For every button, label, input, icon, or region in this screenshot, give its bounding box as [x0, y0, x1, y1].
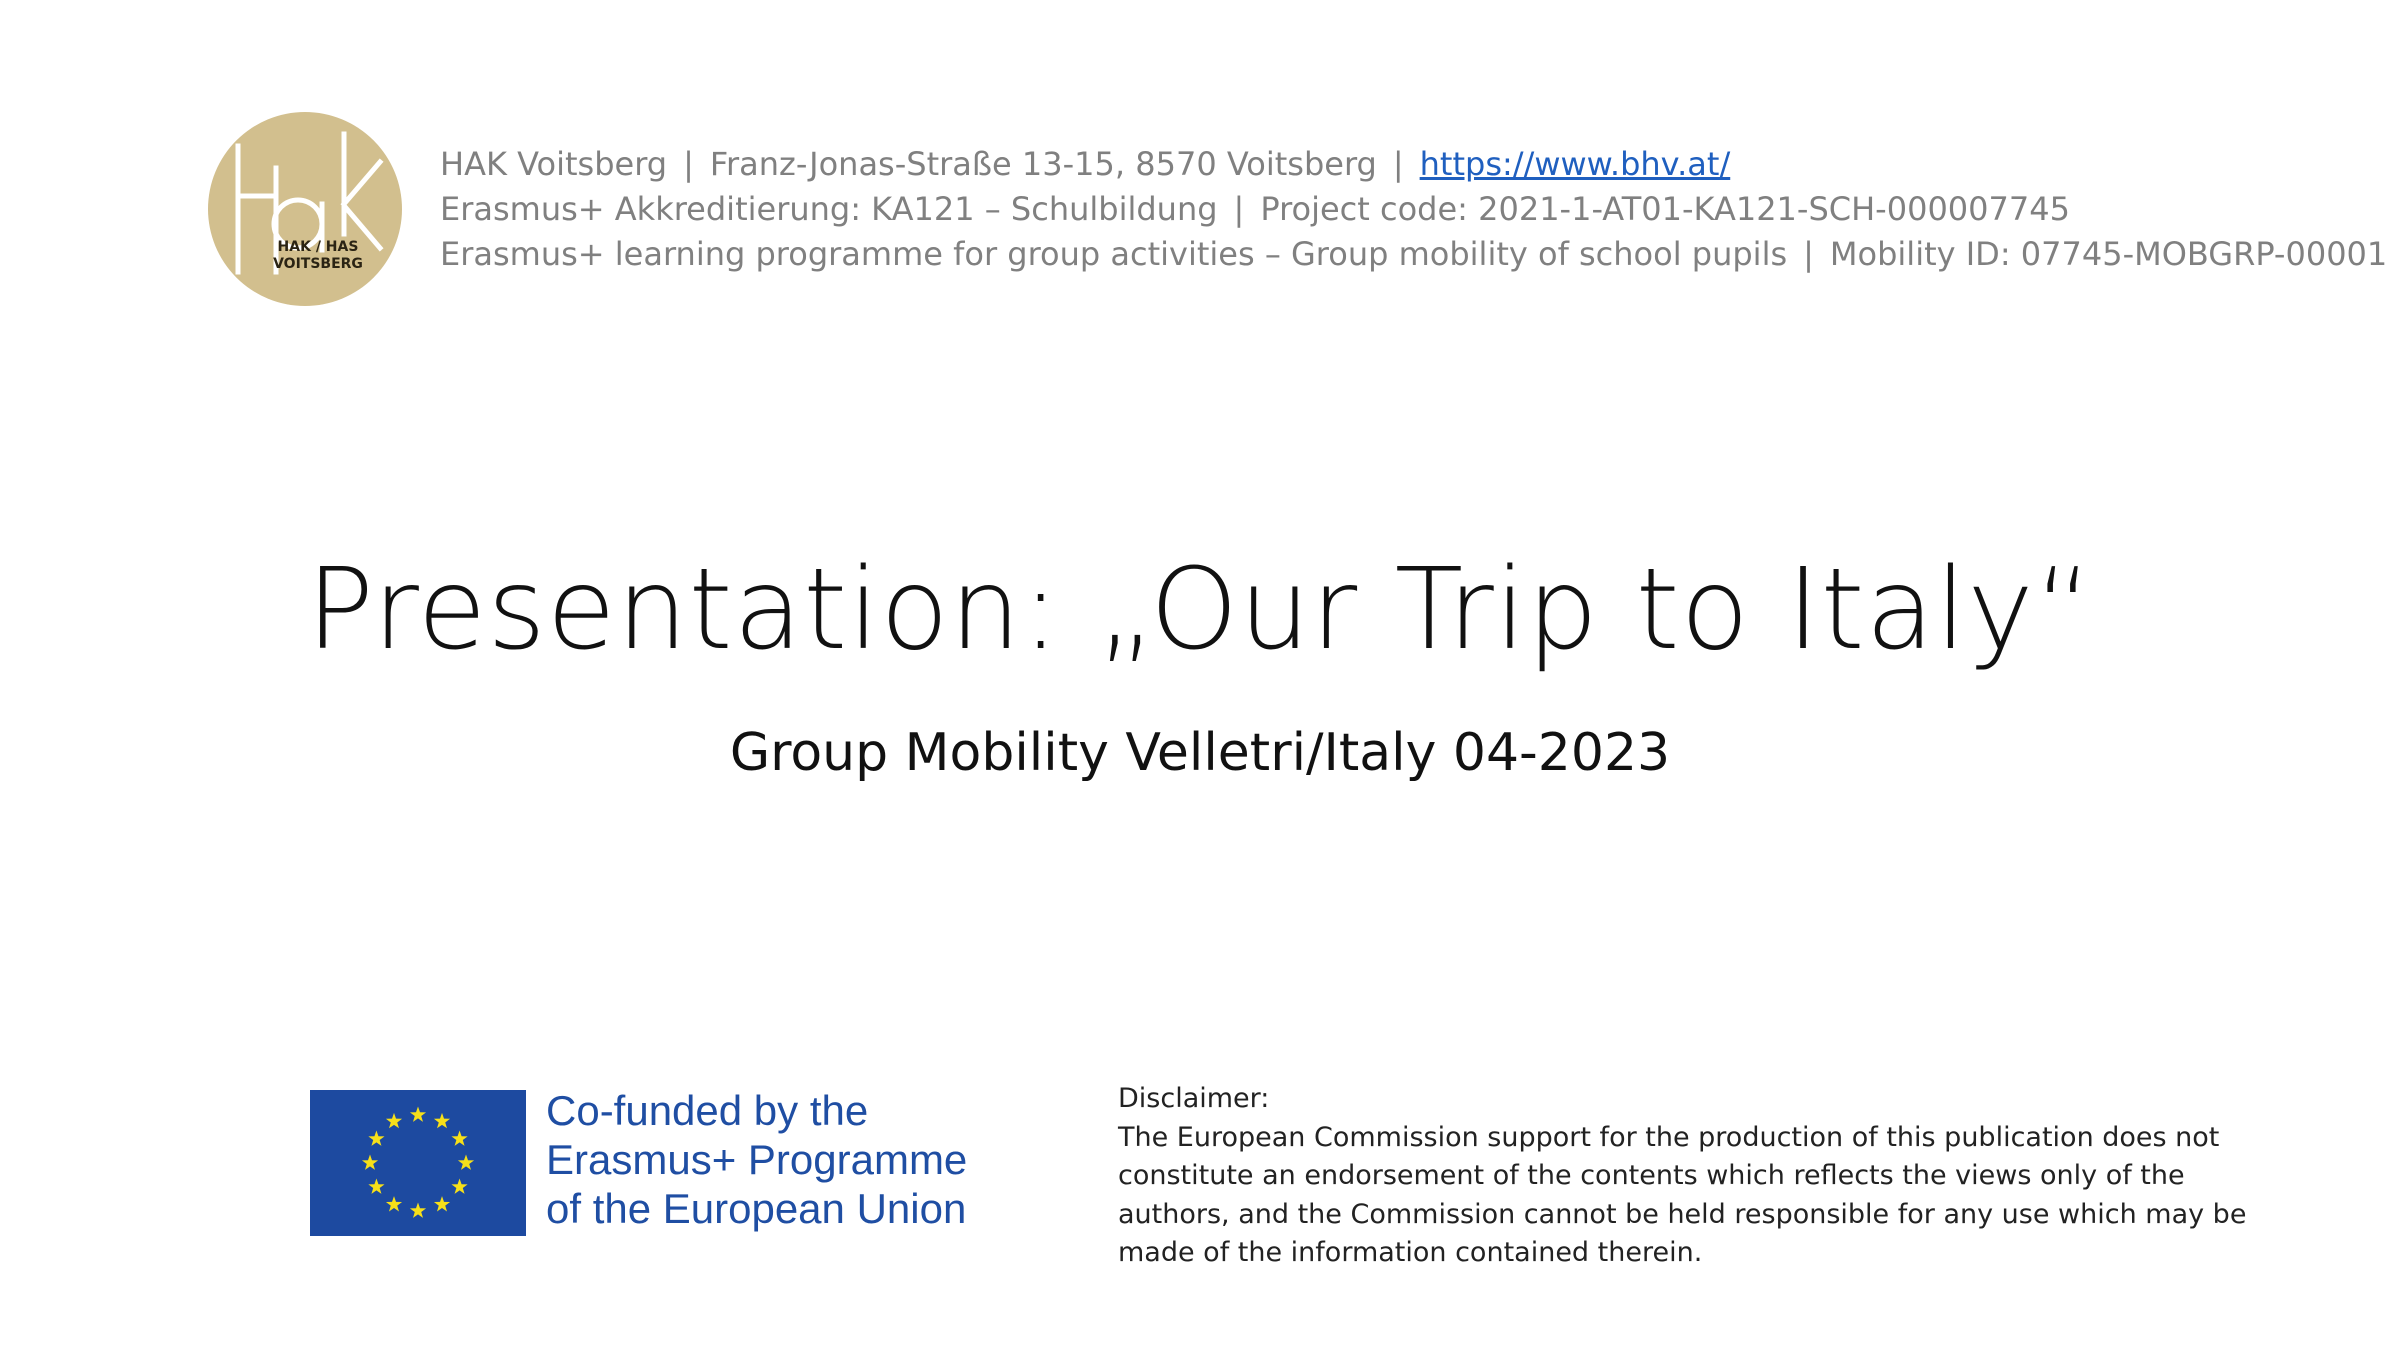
mobility-id: Mobility ID: 07745-MOBGRP-00001 — [1829, 235, 2388, 273]
school-name: HAK Voitsberg — [440, 145, 668, 183]
header-line-accreditation — [440, 187, 2360, 232]
eu-text-line1: Co-funded by the — [546, 1087, 869, 1134]
header-line-programme — [440, 232, 2388, 277]
eu-text-line2: Erasmus+ Programme — [546, 1136, 968, 1183]
separator: | — [1233, 190, 1245, 228]
website-link[interactable]: https://www.bhv.at/ — [1419, 145, 1731, 183]
presentation-subtitle: Group Mobility Velletri/Italy 04-2023 — [729, 723, 1671, 783]
hak-has-voitsberg-logo-icon — [208, 112, 402, 306]
disclaimer-line: constitute an endorsement of the contents which reflects the views only of the — [1118, 1160, 2185, 1191]
disclaimer — [1118, 1080, 2247, 1273]
disclaimer-line: The European Commission support for the production of this publication does not — [1118, 1121, 2220, 1153]
header-line-school — [440, 142, 2360, 187]
programme: Erasmus+ learning programme for group activities – Group mobility of school pupils — [440, 235, 1788, 273]
presentation-title: Presentation: „Our Trip to Italy“ — [306, 545, 2094, 675]
disclaimer-line: made of the information contained therein. — [1118, 1237, 1703, 1268]
eu-cofunding-text — [546, 1086, 1066, 1233]
logo-line1: HAK / HAS — [277, 239, 359, 255]
logo-line2: VOITSBERG — [273, 256, 363, 272]
separator: | — [1392, 145, 1404, 183]
eu-text-line3: of the European Union — [546, 1185, 967, 1232]
project-code: Project code: 2021-1-AT01-KA121-SCH-000007745 — [1260, 190, 2070, 228]
separator: | — [683, 145, 694, 183]
school-address: Franz-Jonas-Straße 13-15, 8570 Voitsberg — [709, 145, 1377, 183]
disclaimer-heading: Disclaimer: — [1118, 1083, 1270, 1114]
disclaimer-line: authors, and the Commission cannot be held responsible for any use which may be — [1118, 1198, 2247, 1230]
accreditation: Erasmus+ Akkreditierung: KA121 – Schulbildung — [440, 190, 1218, 228]
eu-flag-icon — [310, 1090, 526, 1236]
eu-cofunding-logo — [302, 1058, 1082, 1294]
header-info — [440, 142, 2388, 277]
separator: | — [1803, 235, 1814, 273]
